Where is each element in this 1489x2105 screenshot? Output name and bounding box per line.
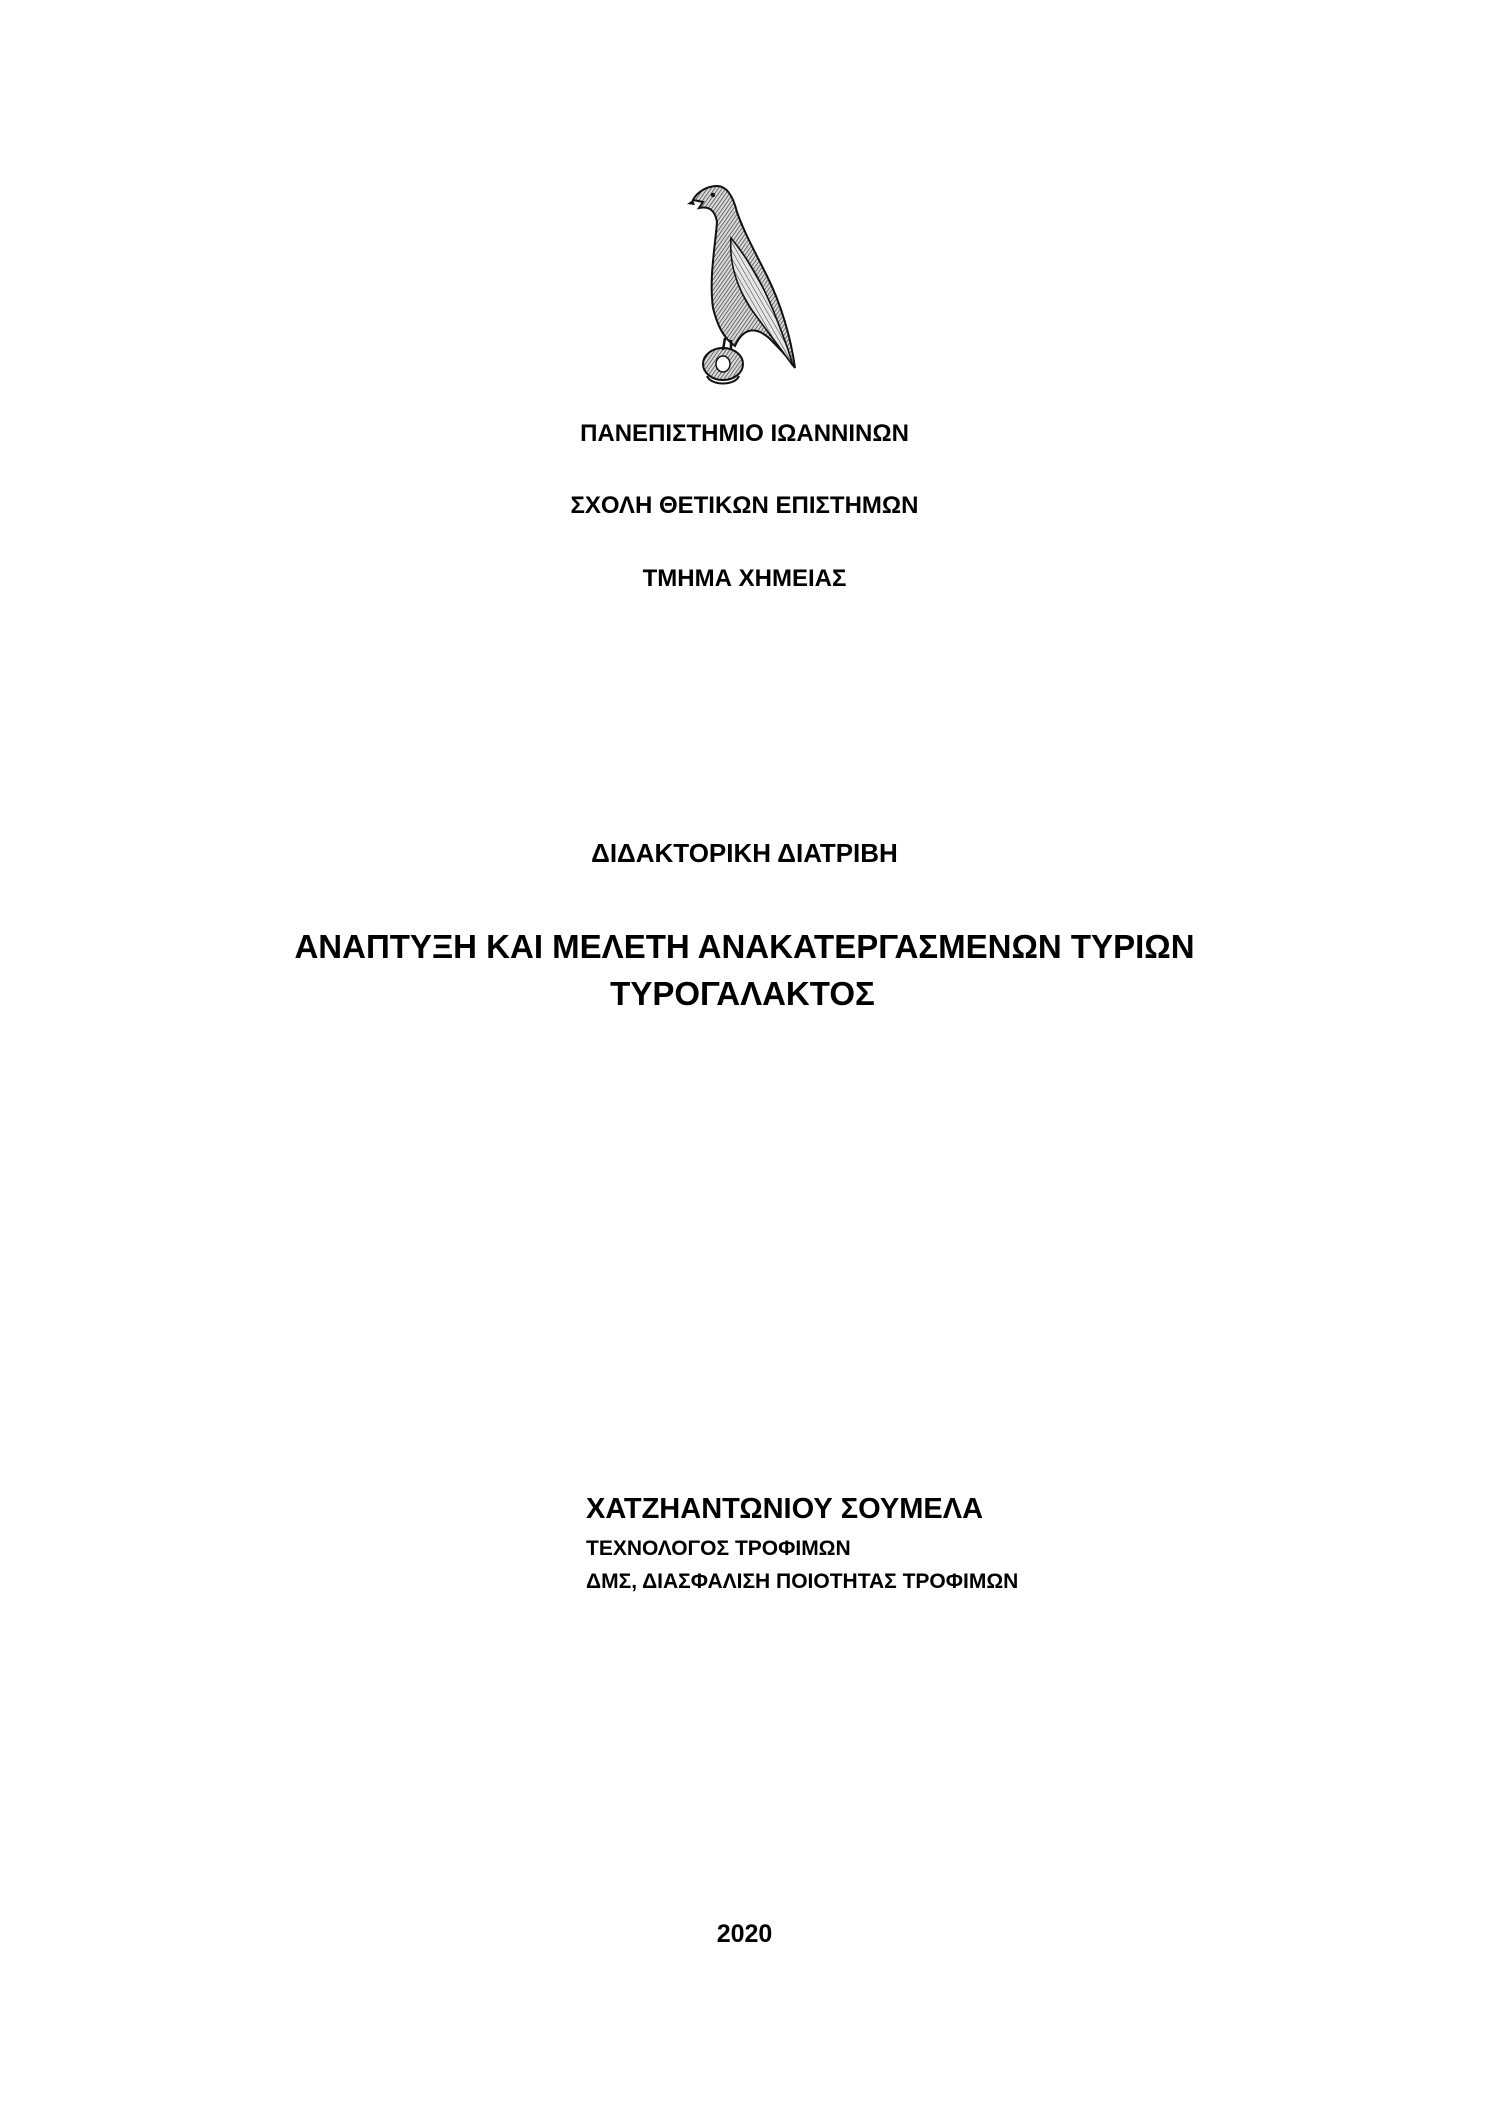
thesis-title-line2: ΤΥΡΟΓΑΛΑΚΤΟΣ: [610, 975, 875, 1012]
school-name: ΣΧΟΛΗ ΘΕΤΙΚΩΝ ΕΠΙΣΤΗΜΩΝ: [570, 492, 919, 519]
thesis-title-line1: ΑΝΑΠΤΥΞΗ ΚΑΙ ΜΕΛΕΤΗ ΑΝΑΚΑΤΕΡΓΑΣΜΕΝΩΝ ΤΥΡΙΩΝ: [294, 928, 1195, 965]
owl-emblem-icon: [685, 178, 803, 388]
author-profession: ΤΕΧΝΟΛΟΓΟΣ ΤΡΟΦΙΜΩΝ: [586, 1537, 851, 1560]
document-type: ΔΙΔΑΚΤΟΡΙΚΗ ΔΙΑΤΡΙΒΗ: [591, 838, 898, 868]
department-name: ΤΜΗΜΑ ΧΗΜΕΙΑΣ: [642, 565, 847, 592]
publication-year: 2020: [716, 1920, 773, 1948]
university-name: ΠΑΝΕΠΙΣΤΗΜΙΟ ΙΩΑΝΝΙΝΩΝ: [580, 420, 909, 447]
author-degree: ΔΜΣ, ΔΙΑΣΦΑΛΙΣΗ ΠΟΙΟΤΗΤΑΣ ΤΡΟΦΙΜΩΝ: [586, 1570, 1019, 1593]
author-name: ΧΑΤΖΗΑΝΤΩΝΙΟΥ ΣΟΥΜΕΛΑ: [586, 1493, 984, 1525]
